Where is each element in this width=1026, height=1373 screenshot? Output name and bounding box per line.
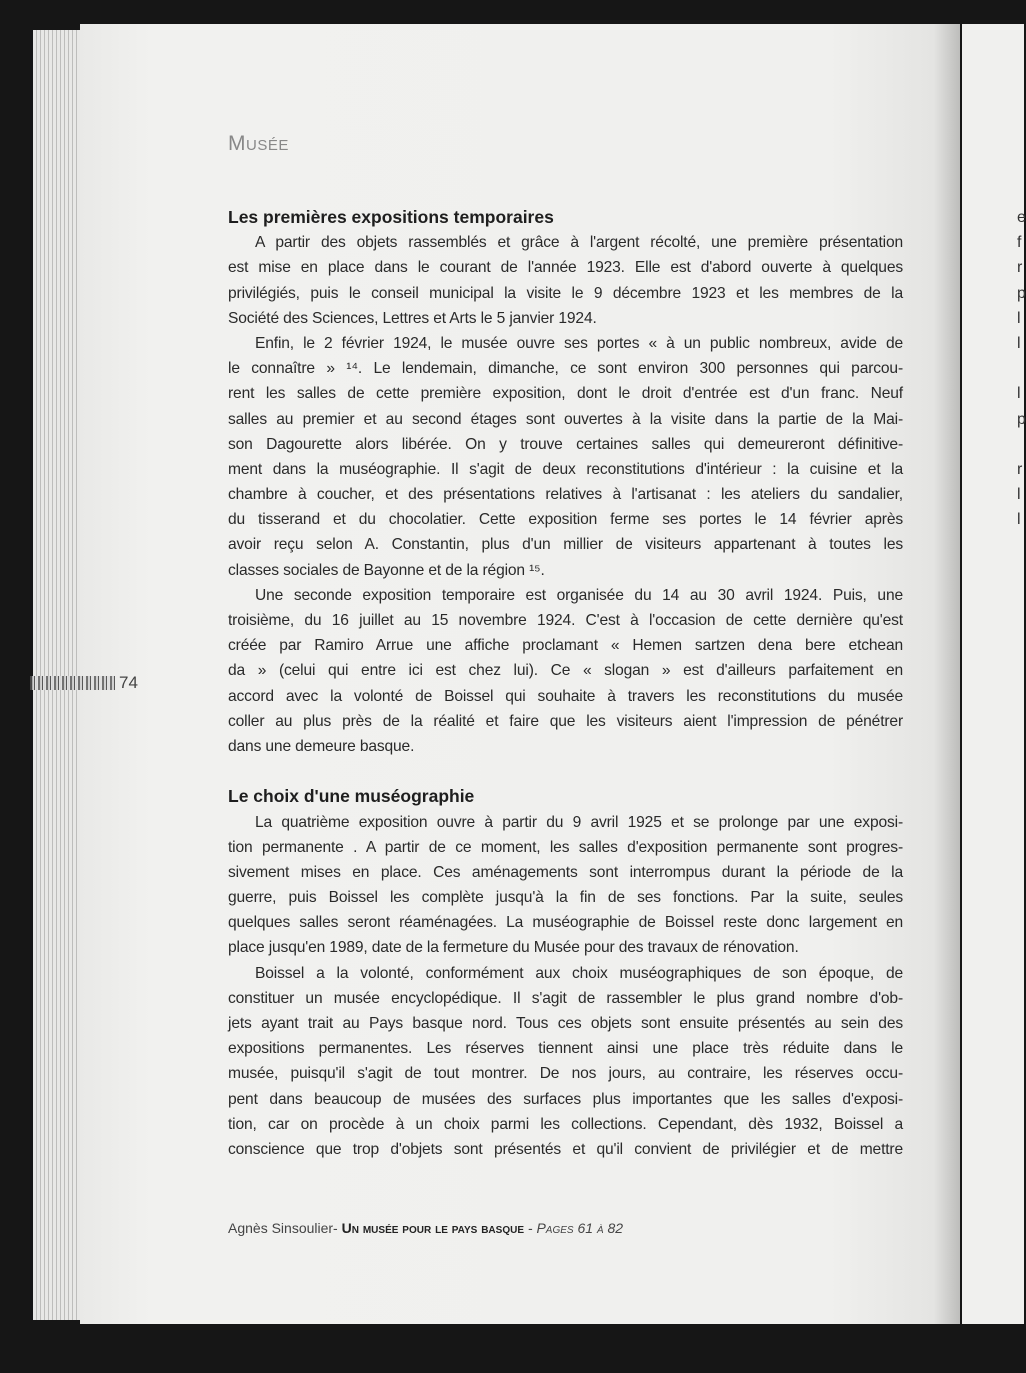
text-line: rent les salles de cette première exposition, dont le droit d'entrée est d'un franc. Neuf xyxy=(228,385,903,403)
text-line: troisième, du 16 juillet au 15 novembre 1924. C'est à l'occasion de cette dernière qu'est xyxy=(228,612,903,629)
facing-page-fragment: l xyxy=(1017,511,1021,529)
text-line: Société des Sciences, Lettres et Arts le 5 janvier 1924. xyxy=(228,309,597,327)
facing-page-fragment: p xyxy=(1017,284,1026,302)
facing-page-fragment: l xyxy=(1017,385,1021,403)
text-line: est mise en place dans le courant de l'année 1923. Elle est d'abord ouverte à quelques xyxy=(228,259,903,277)
page-edge-marks xyxy=(30,676,115,690)
section-heading: Les premières expositions temporaires xyxy=(228,207,554,227)
text-line: avoir reçu selon A. Constantin, plus d'un millier de visiteurs appartenant à toutes les xyxy=(228,536,903,554)
facing-page-fragment: r xyxy=(1017,460,1023,478)
text-line: Enfin, le 2 février 1924, le musée ouvre ses portes « à un public nombreux, avide de xyxy=(255,334,903,352)
text-line: conscience que trop d'objets sont présentés et qu'il convient de privilégier et de mettre xyxy=(228,1140,903,1158)
footer-pages: - Pages 61 à 82 xyxy=(524,1220,624,1236)
section-gap xyxy=(228,759,903,784)
body-text xyxy=(228,205,903,1162)
text-line: chambre à coucher, et des présentations relatives à l'artisanat : les ateliers du sandalier, xyxy=(228,486,903,504)
footer xyxy=(228,1220,623,1236)
text-line: du tisserand et du chocolatier. Cette exposition ferme ses portes le 14 février après xyxy=(228,511,903,529)
text-line: musée, puisqu'il s'agit de tout montrer. De nos jours, au contraire, les réserves occu- xyxy=(228,1065,903,1083)
facing-page-fragment: f xyxy=(1017,234,1022,252)
text-line: La quatrième exposition ouvre à partir du 9 avril 1925 et se prolonge par une exposi- xyxy=(255,813,903,831)
facing-page-fragment: e xyxy=(1017,209,1026,226)
text-line: salles au premier et au second étages sont ouvertes à la visite dans la partie de la Mai- xyxy=(228,410,903,428)
text-line: place jusqu'en 1989, date de la fermeture du Musée pour des travaux de rénovation. xyxy=(228,939,799,957)
running-header: Musée xyxy=(228,132,289,155)
facing-page-fragment xyxy=(1017,356,1026,381)
facing-page-fragment: l xyxy=(1017,486,1021,504)
facing-page xyxy=(962,24,1024,1324)
facing-page-text xyxy=(1017,205,1026,532)
text-line: créée par Ramiro Arrue une affiche proclamant « Hemen sartzen dena bere etchean xyxy=(228,637,903,655)
text-line: Une seconde exposition temporaire est organisée du 14 au 30 avril 1924. Puis, une xyxy=(255,586,903,604)
text-line: classes sociales de Bayonne et de la région ¹⁵. xyxy=(228,561,545,579)
facing-page-fragment: p xyxy=(1017,410,1026,428)
text-line: quelques salles seront réaménagées. La muséographie de Boissel reste donc largement en xyxy=(228,914,903,932)
text-line: Boissel a la volonté, conformément aux choix muséographiques de son époque, de xyxy=(255,964,903,982)
text-line: ment dans la muséographie. Il s'agit de deux reconstitutions d'intérieur : la cuisine et la xyxy=(228,460,903,478)
footer-author: Agnès Sinsoulier- xyxy=(228,1220,342,1236)
section-heading: Le choix d'une muséographie xyxy=(228,786,475,807)
text-line: da » (celui qui entre ici est chez lui). Ce « slogan » est d'ailleurs parfaitement en xyxy=(228,662,903,680)
page-number: 74 xyxy=(119,673,138,692)
text-line: constituer un musée encyclopédique. Il s'agit de rassembler le plus grand nombre d'ob- xyxy=(228,989,903,1007)
facing-page-fragment: r xyxy=(1017,259,1023,277)
text-line: coller au plus près de la réalité et faire que les visiteurs aient l'impression de pénétrer xyxy=(228,712,903,730)
text-line: jets ayant trait au Pays basque nord. Tous ces objets sont ensuite présentés au sein des xyxy=(228,1015,903,1032)
text-line: le connaître » ¹⁴. Le lendemain, dimanche, ce sont environ 300 personnes qui parcou- xyxy=(228,360,903,378)
text-line: A partir des objets rassemblés et grâce à l'argent récolté, une première présentation xyxy=(255,234,903,252)
text-line: pent dans beaucoup de musées des surfaces plus importantes que les salles d'exposi- xyxy=(228,1090,903,1108)
footer-title: Un musée pour le pays basque xyxy=(341,1220,524,1236)
text-line: tion, car on procède à un choix parmi les collections. Cependant, dès 1932, Boissel a xyxy=(228,1115,903,1133)
facing-page-fragment: l xyxy=(1017,309,1021,327)
text-line: guerre, puis Boissel les complète jusqu'à la fin de ses fonctions. Par la suite, seules xyxy=(228,889,903,907)
facing-page-fragment: l xyxy=(1017,334,1021,352)
text-line: son Dagourette alors libérée. On y trouve certaines salles qui demeureront définitive- xyxy=(228,435,903,453)
text-line: privilégiés, puis le conseil municipal la visite le 9 décembre 1923 et les membres de la xyxy=(228,284,903,302)
text-line: expositions permanentes. Les réserves tiennent ainsi une place très réduite dans le xyxy=(228,1040,903,1058)
text-line: sivement mises en place. Ces aménagements sont interrompus durant la période de la xyxy=(228,863,903,881)
text-line: accord avec la volonté de Boissel qui souhaite à travers les reconstitutions du musée xyxy=(228,687,903,705)
text-line: dans une demeure basque. xyxy=(228,737,415,755)
text-line: tion permanente . A partir de ce moment, les salles d'exposition permanente sont progres- xyxy=(228,838,903,856)
facing-page-fragment xyxy=(1017,432,1026,457)
